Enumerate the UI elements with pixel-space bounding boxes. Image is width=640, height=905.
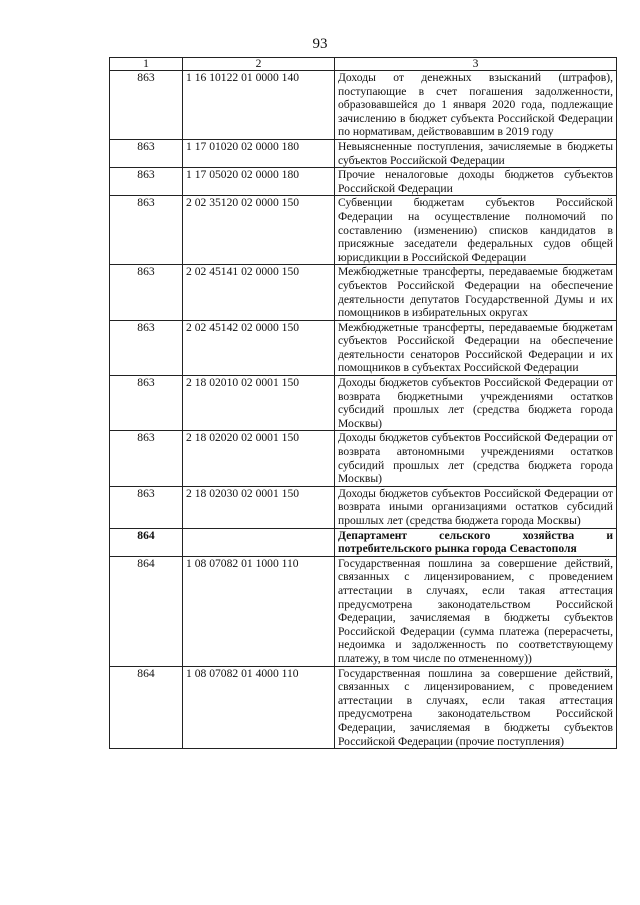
kbk-code-cell: 2 02 45142 02 0000 150	[183, 320, 335, 375]
kbk-code-cell: 2 02 45141 02 0000 150	[183, 265, 335, 320]
table-row	[110, 376, 617, 431]
table-row	[110, 139, 617, 167]
table-row	[110, 556, 617, 666]
page-number: 93	[312, 36, 328, 52]
admin-code-cell: 863	[110, 168, 183, 196]
admin-code-cell: 864	[110, 528, 183, 556]
revenue-name-cell: Межбюджетные трансферты, передаваемые бюджетам субъектов Российской Федерации на обеспечение деятельности сенаторов Российской Федерации и их помощников в субъектах Российской Федерации	[335, 320, 617, 375]
revenue-name-cell: Государственная пошлина за совершение действий, связанных с лицензированием, с проведением аттестации в случаях, если такая аттестация предусмотрена законодательством Российской Федерации, зачисляемая в бюджеты субъектов Российской Федерации (прочие поступления)	[335, 666, 617, 749]
revenue-name-cell: Невыясненные поступления, зачисляемые в бюджеты субъектов Российской Федерации	[335, 139, 617, 167]
admin-code-cell: 864	[110, 556, 183, 666]
kbk-code-cell: 2 02 35120 02 0000 150	[183, 196, 335, 265]
admin-code-cell: 863	[110, 196, 183, 265]
table-row-department	[110, 528, 617, 556]
kbk-code-cell: 1 08 07082 01 1000 110	[183, 556, 335, 666]
table-row	[110, 486, 617, 528]
table-row	[110, 666, 617, 749]
kbk-code-cell: 1 17 05020 02 0000 180	[183, 168, 335, 196]
revenue-name-cell: Межбюджетные трансферты, передаваемые бюджетам субъектов Российской Федерации на обеспечение деятельности депутатов Государственной Думы и их помощников в избирательных округах	[335, 265, 617, 320]
department-name-cell: Департамент сельского хозяйства и потребительского рынка города Севастополя	[335, 528, 617, 556]
revenue-name-cell: Доходы от денежных взысканий (штрафов), поступающие в счет погашения задолженности, образовавшейся до 1 января 2020 года, подлежащие зачислению в бюджет субъекта Российской Федерации по нормативам, действовавшим в 2019 году	[335, 71, 617, 140]
table-row	[110, 431, 617, 486]
revenue-name-cell: Доходы бюджетов субъектов Российской Федерации от возврата иными организациями остатков субсидий прошлых лет (средства бюджета города Москвы)	[335, 486, 617, 528]
kbk-code-cell	[183, 528, 335, 556]
revenue-name-cell: Доходы бюджетов субъектов Российской Федерации от возврата автономными учреждениями остатков субсидий прошлых лет (средства бюджета города Москвы)	[335, 431, 617, 486]
admin-code-cell: 863	[110, 265, 183, 320]
table-row	[110, 265, 617, 320]
kbk-code-cell: 2 18 02020 02 0001 150	[183, 431, 335, 486]
revenue-name-cell: Прочие неналоговые доходы бюджетов субъектов Российской Федерации	[335, 168, 617, 196]
kbk-code-cell: 1 17 01020 02 0000 180	[183, 139, 335, 167]
admin-code-cell: 863	[110, 71, 183, 140]
table-row	[110, 168, 617, 196]
admin-code-cell: 863	[110, 376, 183, 431]
header-col-3: 3	[335, 58, 617, 71]
revenue-name-cell: Субвенции бюджетам субъектов Российской Федерации на осуществление полномочий по составлению (изменению) списков кандидатов в присяжные заседатели федеральных судов общей юрисдикции в Российской Федерации	[335, 196, 617, 265]
admin-code-cell: 863	[110, 431, 183, 486]
admin-code-cell: 863	[110, 139, 183, 167]
kbk-code-cell: 2 18 02030 02 0001 150	[183, 486, 335, 528]
revenue-name-cell: Доходы бюджетов субъектов Российской Федерации от возврата бюджетными учреждениями остатков субсидий прошлых лет (средства бюджета города Москвы)	[335, 376, 617, 431]
table-header-row	[110, 58, 617, 71]
table-row	[110, 320, 617, 375]
admin-code-cell: 863	[110, 486, 183, 528]
admin-code-cell: 863	[110, 320, 183, 375]
budget-revenue-table	[109, 57, 617, 749]
kbk-code-cell: 1 16 10122 01 0000 140	[183, 71, 335, 140]
revenue-name-cell: Государственная пошлина за совершение действий, связанных с лицензированием, с проведением аттестации в случаях, если такая аттестация предусмотрена законодательством Российской Федерации, зачисляемая в бюджеты субъектов Российской Федерации (сумма платежа (перерасчеты, недоимка и задолженность по соответствующему платежу, в том числе по отмененному))	[335, 556, 617, 666]
table-row	[110, 196, 617, 265]
header-col-2: 2	[183, 58, 335, 71]
table-row	[110, 71, 617, 140]
admin-code-cell: 864	[110, 666, 183, 749]
kbk-code-cell: 1 08 07082 01 4000 110	[183, 666, 335, 749]
header-col-1: 1	[110, 58, 183, 71]
kbk-code-cell: 2 18 02010 02 0001 150	[183, 376, 335, 431]
